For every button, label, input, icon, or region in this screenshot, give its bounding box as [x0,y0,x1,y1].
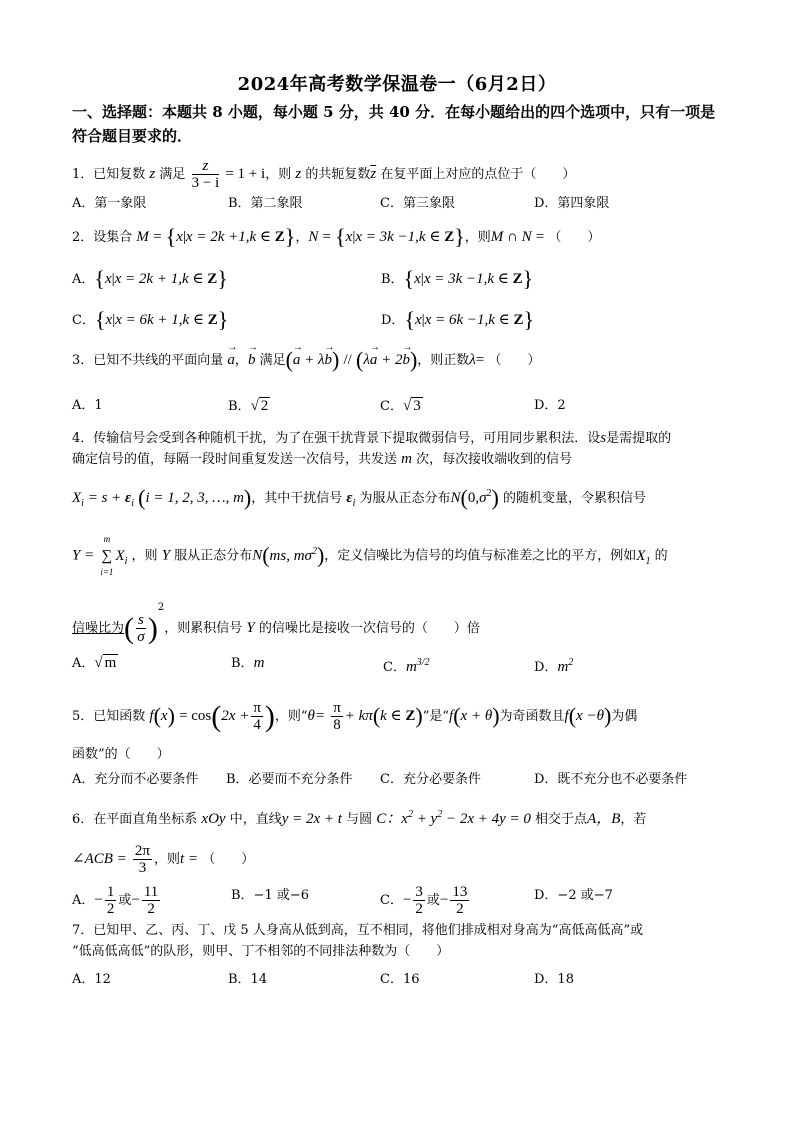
math-paren: ( [372,703,381,728]
q6-blank: （ ） [202,852,255,867]
math-z: z [149,166,156,182]
math-sigma: m ∑ i=1 [100,534,114,577]
math-x1: $X_1$ [636,547,651,567]
math-paren: ) [492,703,500,728]
q4-text: 信噪比为 [72,621,125,636]
question-4-line-5 [72,598,480,645]
q4-text: 的随机变量，令累积信号 [502,491,646,506]
math-power: $m^2$ [557,657,574,675]
math-theta: θ= [307,708,326,724]
math-fraction: $\frac{\pi}{8}$ [333,700,341,733]
question-7-line-1: 7．已知甲、乙、丙、丁、戊 5 人身高从低到高，互不相同，将他们排成相对身高为“高低高低高”或 [72,923,644,938]
q2-option-d[interactable] [381,307,535,332]
q7-option-a[interactable]: A．12 [72,972,111,987]
math-brace: { [94,266,105,291]
option-letter: C． [72,313,95,328]
q3-option-b[interactable] [228,396,270,417]
math-paren: ( [460,485,468,510]
q6-line2: ，则 [154,852,181,867]
math-argument: 2x + [221,708,250,724]
math-function: f [149,708,154,724]
q6-option-b[interactable]: B．−1 或−6 [231,888,310,903]
q4-text: 4．传输信号会受到各种随机干扰，为了在强干扰背景下提取微弱信号，可用同步累积法．设 [72,431,601,446]
math-bar: | [182,229,186,245]
math-paren: ) [243,485,252,510]
math-z: z [295,166,302,182]
math-fraction: $\frac{z}{3 - i}$ [191,158,220,191]
question-3: 3．已知不共线的平面向量 → a，→ b 满足(→ a + λ→ b) // (λ→ a + 2→ b)，则正数λ= （ ） [72,350,540,371]
q4-text: 是需提取的 [606,431,672,446]
math-normal-params: $0,\sigma^2$ [467,488,492,506]
math-fraction: $\frac{2\pi}{3}$ [134,843,150,876]
q2-prefix: 2．设集合 [72,230,133,245]
q4-text: 的信噪比是接收一次信号的（ ）倍 [258,621,480,636]
math-sum: Y = [72,547,95,564]
math-paren: ) [147,612,158,645]
q4-text: 为服从正态分布 [359,491,451,506]
math-m: m [253,655,265,671]
math-paren: ( [138,485,146,510]
math-xoy: xOy [201,811,226,827]
math-equals: = [475,352,485,368]
math-paren: ) [409,347,418,372]
option-letter: C． [383,660,406,675]
q5-option-b[interactable]: B．必要而不充分条件 [226,772,353,787]
q6-option-c[interactable] [380,884,471,917]
option-letter: B． [381,272,404,287]
math-t: t = [180,851,199,867]
math-paren: ) [264,700,275,733]
question-4-line-1 [72,428,671,449]
math-set-cond: x = 6k + 1,k ∈ Z [115,312,218,328]
q1-prefix: 1．已知复数 [72,167,146,182]
q4-text: 的 [654,548,668,564]
q4-text: ，则 [131,548,158,564]
math-set-cond: x = 2k +1,k ∈ Z [185,229,285,245]
q3-blank: （ ） [488,353,541,368]
math-radicand: 2 [260,398,269,414]
q4-text: 确定信号的值，每隔一段时间重复发送一次信号，共发送 [72,452,398,467]
math-vector-a: → a [227,350,235,370]
math-bar: | [420,271,424,287]
q4-text: ，定义信噪比为信号的均值与标准差之比的平方，例如 [324,548,637,564]
math-paren: ) [415,703,423,728]
math-set-def: { [165,224,177,249]
math-s: s [600,430,607,446]
q3-mid: 满足 [259,353,286,368]
q4-text: ，其中干扰信号 [251,491,343,506]
math-points: A，B [587,811,621,827]
math-bar: | [421,312,425,328]
math-equals: = [322,229,331,245]
q4-option-a[interactable] [72,653,118,674]
math-equals: = [535,229,545,245]
math-k-pi: + kπ [344,708,373,724]
q1-mid2: ，则 [265,167,292,182]
question-7-line-2: “低高低高低”的队形，则甲、丁不相邻的不同排法种数为（ ） [72,944,450,959]
math-angle: ∠ACB = [72,851,127,867]
q5-prefix: 5．已知函数 [72,709,146,724]
q3-option-a[interactable]: A．1 [72,398,103,413]
math-set-n: N [308,229,319,245]
math-set-cond: x = 3k −1,k ∈ Z [423,271,523,287]
question-6 [72,805,646,830]
page-title: 2024年高考数学保温卷一（6月2日） [237,74,557,95]
math-set-body: x [176,229,183,245]
math-minus: − [439,892,449,908]
math-function: f [564,708,569,724]
math-fraction: $\frac{1}{2}$ [106,884,115,917]
math-intersection: M ∩ N [490,229,532,245]
math-paren: ( [211,700,222,733]
math-fraction: $\frac{13}{2}$ [452,884,468,917]
q2-tail: ，则 [464,230,491,245]
option-letter: A． [72,272,95,287]
option-letter: A． [72,893,95,908]
q1-mid1: 满足 [159,167,186,182]
math-set-cond: x = 6k −1,k ∈ Z [424,312,524,328]
q2-blank: （ ） [548,230,601,245]
math-m: m [401,451,412,467]
math-bar: | [111,271,115,287]
math-brace: { [404,307,415,332]
q4-text: 次，每次接收端收到的信号 [416,452,573,467]
math-set-cond: x [415,312,422,328]
q1-mid3: 的共轭复数 [305,167,371,182]
option-letter: D． [534,660,558,675]
q6-option-a[interactable] [72,884,162,917]
math-paren: ) [332,347,340,372]
q4-text: ，则累积信号 [164,621,243,636]
math-zbar: $\overline{z}$ [370,166,377,182]
option-letter: A． [72,656,95,671]
q4-text: 服从正态分布 [174,548,253,564]
math-bar: | [352,229,356,245]
math-set-cond: x [104,271,112,287]
question-4-line-4 [72,534,668,578]
math-set-cond: x [105,312,113,328]
q6-mid3: 相交于点 [535,812,588,827]
math-brace: } [217,307,229,332]
math-equals: = [153,229,162,245]
math-paren: ) [167,703,175,728]
q5-option-c[interactable]: C．充分必要条件 [380,772,481,787]
option-letter: B． [228,399,251,414]
q7-option-c[interactable]: C．16 [380,972,420,987]
math-set-m: M [136,229,149,245]
q5-mid3: 为奇函数且 [499,709,565,724]
q2-option-c[interactable] [72,307,229,332]
math-minus: − [402,892,412,908]
q5-option-d[interactable]: D．既不充分也不必要条件 [534,772,688,787]
math-paren: ) [603,703,612,728]
q1-tail: 在复平面上对应的点位于（ ） [380,167,576,182]
math-radical: √ [402,398,412,414]
math-k: k ∈ Z [380,708,416,724]
math-radical: √ [250,398,259,414]
math-power: $m^{3/2}$ [405,657,430,675]
math-circle: C：$x^2 + y^2 - 2x + 4y = 0$ [376,809,531,827]
math-shift: x −θ [576,708,604,724]
q6-tail: ，若 [620,812,647,827]
math-fraction: $\frac{\pi}{4}$ [253,700,261,733]
question-6-line-2 [72,843,254,876]
math-normal-params: ms, $m\sigma^2$ [269,545,317,564]
math-paren: ) [491,485,499,510]
q2-option-b[interactable] [381,266,534,291]
math-vector-b: → b [248,350,256,370]
math-cos: = cos [179,708,212,724]
option-letter: C． [380,399,403,414]
q4-option-b[interactable] [231,653,264,674]
math-brace: } [523,307,535,332]
q6-option-d[interactable]: D．−2 或−7 [534,888,613,903]
math-fraction: $\frac{s}{\sigma}$ [137,612,145,645]
question-5 [72,700,637,733]
math-normal: N [450,490,461,506]
q4-option-d[interactable] [534,653,573,678]
math-index-range: i = 1, 2, 3, …, m [145,490,244,506]
math-parallel: // [343,352,352,368]
math-paren: ( [262,542,270,568]
math-set-cond: x [345,229,353,245]
q3-tail: ，则正数 [417,353,470,368]
math-lambda: λ [469,352,476,368]
q3-option-d[interactable]: D．2 [534,398,566,413]
q6-mid2: 与圆 [346,812,373,827]
section-heading: 一、选择题：本题共 8 小题，每小题 5 分，共 40 分．在每小题给出的四个选项中，只有一项是符合题目要求的． [72,103,716,145]
math-function: f [449,708,454,724]
math-paren: ( [153,703,161,728]
q1-option-c[interactable]: C．第三象限 [380,196,455,211]
question-1 [72,158,575,191]
q6-mid1: 中，直线 [229,812,282,827]
math-epsilon: $\varepsilon_i$ [346,490,356,509]
math-brace: } [217,266,228,291]
math-paren: ( [568,703,577,728]
math-y: Y [246,620,255,636]
math-exponent: 2 [157,602,165,613]
q7-option-b[interactable]: B．14 [228,972,268,987]
math-expression: → a + λ→ b [293,352,332,368]
question-4-line-3 [72,484,646,514]
math-shift: x + θ [460,708,493,724]
q1-option-d[interactable]: D．第四象限 [534,196,610,211]
q3-option-c[interactable] [380,396,423,417]
math-set-cond: x = 2k + 1,k ∈ Z [114,271,218,287]
math-brace: } [522,266,534,291]
q1-option-b[interactable]: B．第二象限 [228,196,303,211]
math-set-cond: x = 3k −1,k ∈ Z [355,229,455,245]
math-fraction: $\frac{3}{2}$ [415,884,423,917]
q4-option-c[interactable] [383,653,430,678]
math-brace: { [94,307,106,332]
option-or: 或 [118,893,132,908]
option-or: 或 [426,893,440,908]
question-5-line-2: 函数”的（ ） [72,747,170,762]
math-radicand: m [104,655,117,671]
math-signal-model: $X_i = s + \varepsilon_i$ [72,490,134,509]
math-line: y = 2x + t [281,811,342,827]
math-paren: ( [453,703,461,728]
q5-mid1: ，则“ [274,709,308,724]
q5-mid4: 为偶 [611,709,638,724]
question-2: 2．设集合 M = {x|x = 2k +1,k ∈ Z}，N = {x|x = 3k −1,k ∈ Z}，则M ∩ N = （ ） [72,224,601,249]
math-fraction: $\frac{11}{2}$ [143,884,159,917]
q1-option-a[interactable]: A．第一象限 [72,196,147,211]
q7-option-d[interactable]: D．18 [534,972,574,987]
q5-option-a[interactable]: A．充分而不必要条件 [72,772,199,787]
math-xi: $X_i$ [115,547,128,567]
option-letter: C． [380,893,403,908]
q6-prefix: 6．在平面直角坐标系 [72,812,198,827]
math-paren: ( [124,612,135,645]
q2-option-a[interactable] [72,266,228,291]
math-radicand: 3 [413,398,421,414]
math-normal: N [252,547,263,564]
math-set-def: { [335,224,346,249]
question-4-line-2 [72,449,572,470]
math-paren: ( [356,347,364,372]
math-set-cond: x [414,271,421,287]
math-expression: λ→ a + 2→ b [363,352,410,368]
option-letter: B． [231,656,254,671]
math-radical: √ [94,655,103,671]
math-brace: } [454,224,465,249]
math-minus: − [94,892,103,908]
math-brace: { [403,266,415,291]
math-paren: ( [285,347,293,372]
q3-prefix: 3．已知不共线的平面向量 [72,353,224,368]
math-brace: } [284,224,296,249]
math-bar: | [112,312,116,328]
math-paren: ) [316,542,325,568]
math-y: Y [161,547,171,564]
q5-mid2: ”是“ [422,709,450,724]
math-equation: = 1 + i [225,166,266,182]
math-minus: − [131,892,140,908]
option-letter: D． [381,313,405,328]
math-x: x [160,708,168,724]
